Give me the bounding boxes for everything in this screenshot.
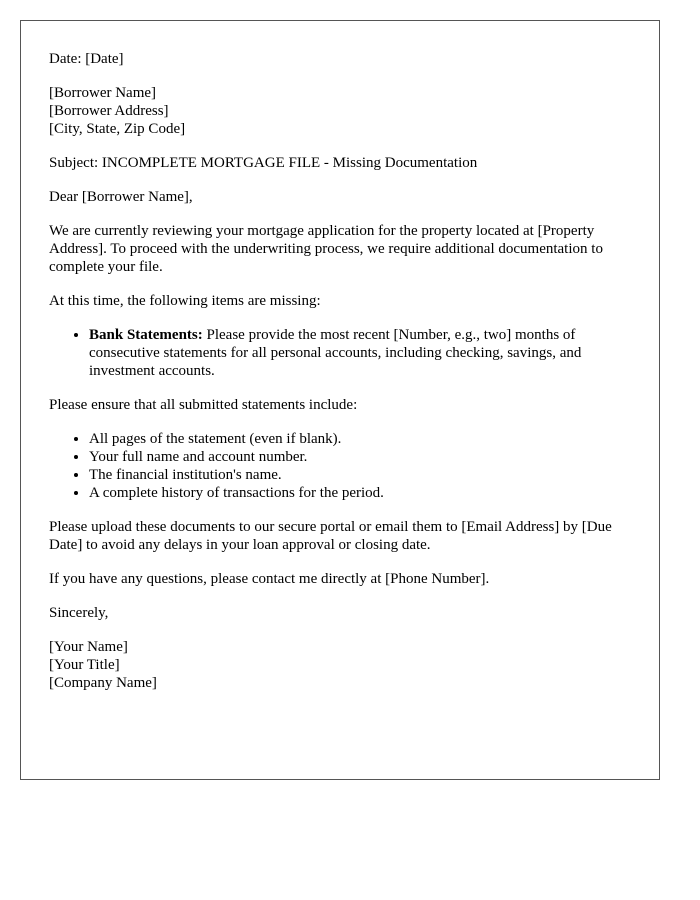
missing-item-text: Please provide the most recent [Number, e.g., two] months of consecutive statements for all personal accounts, including checking, savings, and investment accounts. <box>89 327 582 379</box>
signature-title: [Your Title] <box>49 657 120 673</box>
recipient-address: [Borrower Address] <box>49 103 169 119</box>
intro-paragraph: We are currently reviewing your mortgage application for the property located at [Property Address]. To proceed with the underwriting process, we require additional documentation to complete your file. <box>49 223 603 275</box>
salutation: Dear [Borrower Name], <box>49 189 193 205</box>
closing: Sincerely, <box>49 605 109 621</box>
signature-block <box>49 638 631 692</box>
date-line: Date: [Date] <box>49 51 124 67</box>
requirement-item: • Your full name and account number. <box>89 448 631 466</box>
subject-line: Subject: INCOMPLETE MORTGAGE FILE - Missing Documentation <box>49 155 478 171</box>
recipient-name: [Borrower Name] <box>49 85 157 101</box>
recipient-city-state-zip: [City, State, Zip Code] <box>49 121 186 137</box>
upload-paragraph: Please upload these documents to our secure portal or email them to [Email Address] by [Due Date] to avoid any delays in your loan approval or closing date. <box>49 519 612 553</box>
missing-item-title: Bank Statements: <box>89 327 203 343</box>
missing-items-list <box>49 326 631 380</box>
letter-page <box>20 20 660 780</box>
requirement-item: • All pages of the statement (even if blank). <box>89 430 631 448</box>
requirements-intro: Please ensure that all submitted statements include: <box>49 397 358 413</box>
requirement-item: • The financial institution's name. <box>89 466 631 484</box>
recipient-address-block <box>49 84 631 138</box>
requirement-item: • A complete history of transactions for the period. <box>89 484 631 502</box>
contact-paragraph: If you have any questions, please contact me directly at [Phone Number]. <box>49 571 490 587</box>
missing-item <box>89 326 631 380</box>
requirements-list <box>49 430 631 502</box>
signature-company: [Company Name] <box>49 675 157 691</box>
signature-name: [Your Name] <box>49 639 128 655</box>
missing-items-intro: At this time, the following items are missing: <box>49 293 321 309</box>
